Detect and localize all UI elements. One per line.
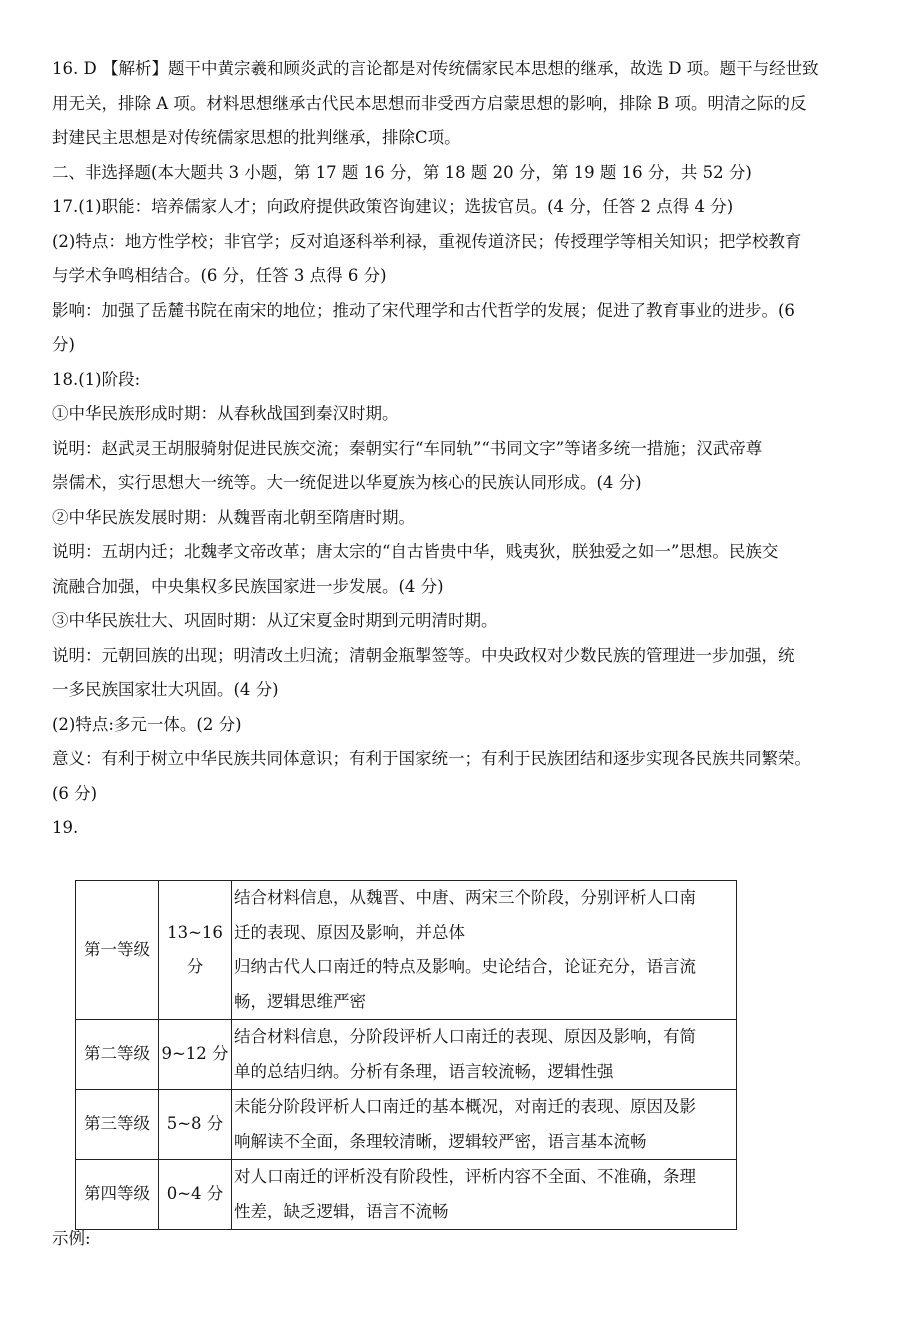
q19-label: 19.	[52, 818, 79, 837]
grade-description-line: 迁的表现、原因及影响，并总体	[234, 922, 465, 942]
q18-stage-2: ②中华民族发展时期：从魏晋南北朝至隋唐时期。	[52, 507, 415, 527]
grade-description-line: 未能分阶段评析人口南迁的基本概况，对南迁的表现、原因及影	[234, 1097, 696, 1116]
grade-level: 第三等级	[76, 1090, 159, 1160]
table-row	[76, 1020, 737, 1090]
grade-description-line: 畅，逻辑思维严密	[234, 991, 366, 1011]
grade-description	[232, 1090, 737, 1160]
q18-stage-1: ①中华民族形成时期：从春秋战国到秦汉时期。	[52, 404, 399, 423]
q18-stage-2-note-line-1: 说明：五胡内迁；北魏孝文帝改革；唐太宗的“自古皆贵中华，贱夷狄，朕独爱之如一”思想。民族交	[52, 542, 779, 561]
grade-description-line: 结合材料信息，分阶段评析人口南迁的表现、原因及影响，有简	[234, 1027, 696, 1046]
grade-description	[232, 881, 737, 1020]
grade-score: 0~4 分	[159, 1160, 232, 1230]
grade-score: 9~12 分	[159, 1020, 232, 1090]
grade-description-line: 性差，缺乏逻辑，语言不流畅	[234, 1201, 449, 1221]
q18-stage-2-note-line-2: 流融合加强，中央集权多民族国家进一步发展。(4 分)	[52, 576, 444, 596]
q18-stage-1-note-line-2: 崇儒术，实行思想大一统等。大一统促进以华夏族为核心的民族认同形成。(4 分)	[52, 473, 642, 492]
q17-part-2-line-1: (2)特点：地方性学校；非官学；反对追逐科举利禄，重视传道济民；传授理学等相关知识；把学校教育	[52, 231, 802, 251]
q18-meaning-line-1: 意义：有利于树立中华民族共同体意识；有利于国家统一；有利于民族团结和逐步实现各民族共同繁荣。	[52, 749, 811, 768]
q18-stage-3-note-line-2: 一多民族国家壮大巩固。(4 分)	[52, 680, 279, 699]
section-2-heading: 二、非选择题(本大题共 3 小题，第 17 题 16 分，第 18 题 20 分，第 19 题 16 分，共 52 分)	[52, 162, 752, 182]
grading-table	[75, 880, 737, 1230]
grade-level: 第二等级	[76, 1020, 159, 1090]
q18-stage-1-note-line-1: 说明：赵武灵王胡服骑射促进民族交流；秦朝实行“车同轨”“书同文字”等诸多统一措施；汉武帝尊	[52, 438, 763, 458]
table-row	[76, 1160, 737, 1230]
q16-line-1: 16. D 【解析】题干中黄宗羲和顾炎武的言论都是对传统儒家民本思想的继承，故选 D 项。题干与经世致	[52, 59, 819, 78]
q18-part-2: (2)特点:多元一体。(2 分)	[52, 714, 242, 734]
grade-level: 第四等级	[76, 1160, 159, 1230]
example-label: 示例:	[52, 1229, 91, 1248]
grade-description-line: 对人口南迁的评析没有阶段性，评析内容不全面、不准确，条理	[234, 1167, 696, 1186]
grade-description	[232, 1160, 737, 1230]
grade-description-line: 归纳古代人口南迁的特点及影响。史论结合，论证充分，语言流	[234, 957, 696, 976]
q18-meaning-line-2: (6 分)	[52, 783, 98, 803]
q18-part-1: 18.(1)阶段:	[52, 369, 141, 389]
q18-stage-3: ③中华民族壮大、巩固时期：从辽宋夏金时期到元明清时期。	[52, 611, 498, 630]
grade-description-line: 响解读不全面，条理较清晰，逻辑较严密，语言基本流畅	[234, 1131, 647, 1151]
table-row	[76, 1090, 737, 1160]
answer-text	[52, 52, 872, 846]
q17-influence-line-2: 分)	[52, 335, 75, 354]
grade-score: 13~16 分	[159, 881, 232, 1020]
table-row	[76, 881, 737, 1020]
q17-influence-line-1: 影响：加强了岳麓书院在南宋的地位；推动了宋代理学和古代哲学的发展；促进了教育事业的进步。(6	[52, 300, 795, 320]
grade-description	[232, 1020, 737, 1090]
grade-description-line: 单的总结归纳。分析有条理，语言较流畅，逻辑性强	[234, 1061, 614, 1081]
q17-part-1: 17.(1)职能：培养儒家人才；向政府提供政策咨询建议；选拔官员。(4 分，任答 2 点得 4 分)	[52, 197, 734, 216]
q16-line-3: 封建民主思想是对传统儒家思想的批判继承，排除C项。	[52, 128, 461, 147]
q16-line-2: 用无关，排除 A 项。材料思想继承古代民本思想而非受西方启蒙思想的影响，排除 B 项。明清之际的反	[52, 93, 807, 113]
q17-part-2-line-2: 与学术争鸣相结合。(6 分，任答 3 点得 6 分)	[52, 266, 387, 285]
q18-stage-3-note-line-1: 说明：元朝回族的出现；明清改土归流；清朝金瓶掣签等。中央政权对少数民族的管理进一步加强，统	[52, 645, 795, 665]
grade-description-line: 结合材料信息，从魏晋、中唐、两宋三个阶段，分别评析人口南	[234, 888, 696, 907]
grade-score: 5~8 分	[159, 1090, 232, 1160]
grade-level: 第一等级	[76, 881, 159, 1020]
